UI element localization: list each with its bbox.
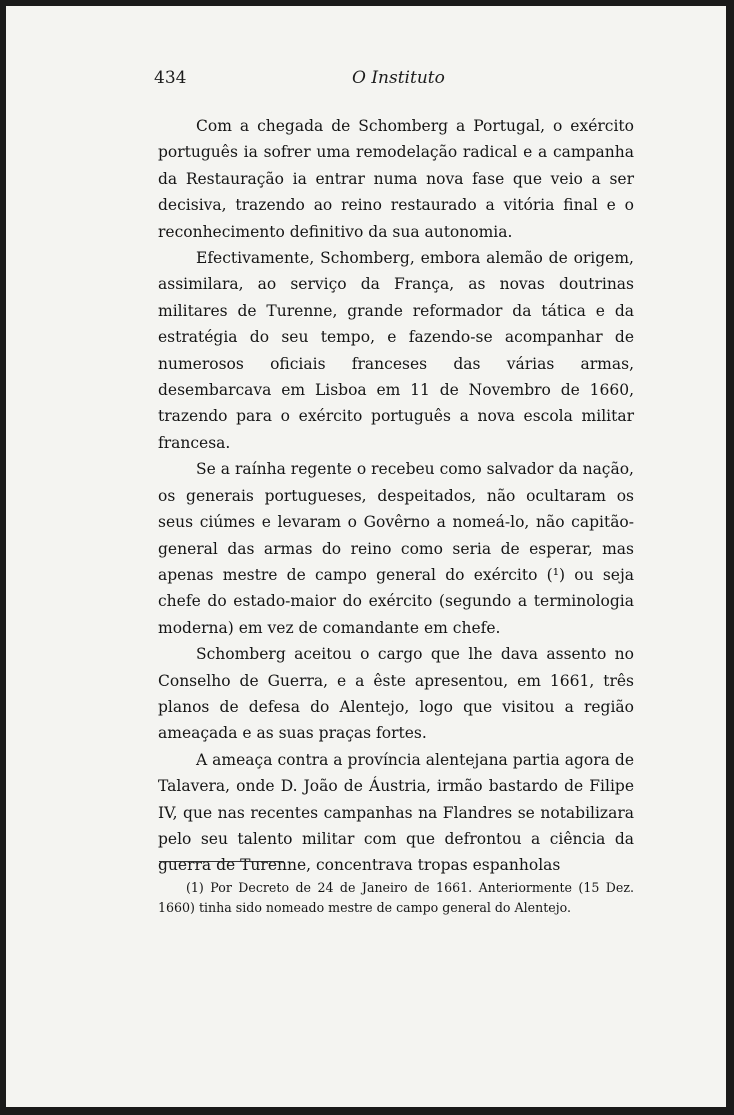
page-header — [154, 68, 634, 98]
footnote-divider — [159, 861, 284, 862]
running-title: O Instituto — [352, 68, 445, 88]
paragraph: Se a raínha regente o recebeu como salvador da nação, os generais portugueses, despeitados, não ocultaram os seus ciúmes e levaram o Govêrno a nomeá-lo, não capitão-general das armas do reino como seria de esperar, mas apenas mestre de campo general do exército (¹) ou seja chefe do estado-maior do exército (segundo a terminologia moderna) em vez de comandante em chefe. — [158, 460, 634, 637]
main-text — [158, 113, 634, 879]
scan-frame-right — [726, 0, 734, 1115]
book-page — [6, 6, 726, 1107]
page-number: 434 — [154, 68, 187, 88]
scan-frame-left — [0, 0, 6, 1115]
footnote — [158, 878, 634, 918]
footnote-text: (1) Por Decreto de 24 de Janeiro de 1661. Anteriormente (15 Dez. 1660) tinha sido nomeado mestre de campo general do Alentejo. — [158, 880, 634, 915]
paragraph: Schomberg aceitou o cargo que lhe dava assento no Conselho de Guerra, e a êste apresentou, em 1661, três planos de defesa do Alentejo, logo que visitou a região ameaçada e as suas praças fortes. — [158, 645, 634, 743]
scan-frame-bottom — [0, 1107, 734, 1115]
scan-frame-top — [0, 0, 734, 6]
paragraph: Com a chegada de Schomberg a Portugal, o exército português ia sofrer uma remodelação radical e a campanha da Restauração ia entrar numa nova fase que veio a ser decisiva, trazendo ao reino restaurado a vitória final e o reconhecimento definitivo da sua autonomia. — [158, 117, 634, 241]
paragraph: A ameaça contra a província alentejana partia agora de Talavera, onde D. João de Áustria, irmão bastardo de Filipe IV, que nas recentes campanhas na Flandres se notabilizara pelo seu talento militar com que defrontou a ciência da guerra de Turenne, concentrava tropas espanholas — [158, 750, 634, 875]
paragraph: Efectivamente, Schomberg, embora alemão de origem, assimilara, ao serviço da França, as novas doutrinas militares de Turenne, grande reformador da tática e da estratégia do seu tempo, e fazendo-se acompanhar de numerosos oficiais franceses das várias armas, desembarcava em Lisboa em 11 de Novembro de 1660, trazendo para o exército português a nova escola militar francesa. — [158, 249, 634, 452]
